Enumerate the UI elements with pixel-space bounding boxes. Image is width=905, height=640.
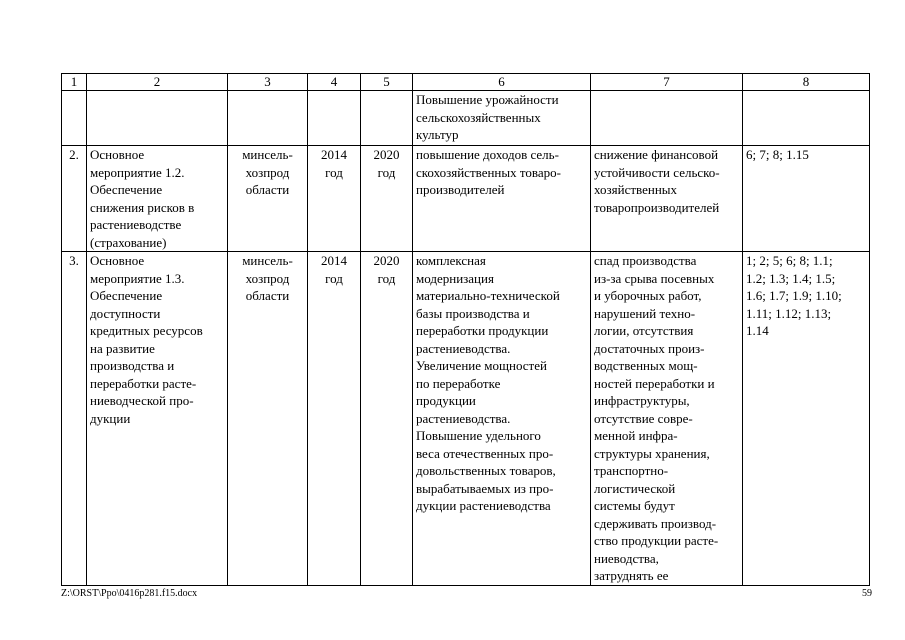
indicators-cell bbox=[743, 91, 870, 146]
column-header: 2 bbox=[87, 74, 228, 91]
end-year-cell bbox=[361, 91, 413, 146]
column-header: 4 bbox=[308, 74, 361, 91]
file-path-footer: Z:\ORST\Ppo\0416p281.f15.docx bbox=[61, 588, 198, 599]
measure-name-cell bbox=[87, 91, 228, 146]
expected-result-cell: Повышение урожайности сельскохозяйственных культур bbox=[413, 91, 591, 146]
program-table bbox=[61, 73, 870, 586]
executor-cell: минсель- хозпрод области bbox=[228, 146, 308, 252]
column-header: 5 bbox=[361, 74, 413, 91]
indicators-cell: 6; 7; 8; 1.15 bbox=[743, 146, 870, 252]
measure-name-cell: Основное мероприятие 1.2. Обеспечение снижения рисков в растениеводстве (страхование) bbox=[87, 146, 228, 252]
end-year-cell: 2020 год bbox=[361, 146, 413, 252]
column-header: 6 bbox=[413, 74, 591, 91]
expected-result-cell: повышение доходов сель- скохозяйственных товаро- производителей bbox=[413, 146, 591, 252]
consequences-cell: снижение финансовой устойчивости сельско- хозяйственных товаропроизводителей bbox=[591, 146, 743, 252]
indicators-cell: 1; 2; 5; 6; 8; 1.1; 1.2; 1.3; 1.4; 1.5; 1.6; 1.7; 1.9; 1.10; 1.11; 1.12; 1.13; 1.14 bbox=[743, 252, 870, 586]
row-number-cell bbox=[62, 91, 87, 146]
column-header: 1 bbox=[62, 74, 87, 91]
start-year-cell: 2014 год bbox=[308, 252, 361, 586]
table-row bbox=[62, 146, 870, 252]
table-row bbox=[62, 252, 870, 586]
measure-name-cell: Основное мероприятие 1.3. Обеспечение доступности кредитных ресурсов на развитие производства и переработки расте- ниеводческой про- дукции bbox=[87, 252, 228, 586]
column-header: 3 bbox=[228, 74, 308, 91]
row-number-cell: 2. bbox=[62, 146, 87, 252]
executor-cell bbox=[228, 91, 308, 146]
table-row bbox=[62, 91, 870, 146]
column-header: 8 bbox=[743, 74, 870, 91]
expected-result-cell: комплексная модернизация материально-технической базы производства и переработки продукции растениеводства. Увеличение мощностей по переработке продукции растениеводства. Повышение удельного веса отечественных про- довольственных товаров, вырабатываемых из про- дукции растениеводства bbox=[413, 252, 591, 586]
page-number: 59 bbox=[862, 588, 872, 599]
start-year-cell: 2014 год bbox=[308, 146, 361, 252]
end-year-cell: 2020 год bbox=[361, 252, 413, 586]
consequences-cell bbox=[591, 91, 743, 146]
consequences-cell: спад производства из-за срыва посевных и уборочных работ, нарушений техно- логии, отсутствия достаточных произ- водственных мощ- ностей переработки и инфраструктуры, отсутствие совре- менной инфра- структуры хранения, транспортно- логистической системы будут сдерживать производ- ство продукции расте- ниеводства, затруднять ее bbox=[591, 252, 743, 586]
start-year-cell bbox=[308, 91, 361, 146]
column-header: 7 bbox=[591, 74, 743, 91]
executor-cell: минсель- хозпрод области bbox=[228, 252, 308, 586]
row-number-cell: 3. bbox=[62, 252, 87, 586]
header-row bbox=[62, 74, 870, 91]
